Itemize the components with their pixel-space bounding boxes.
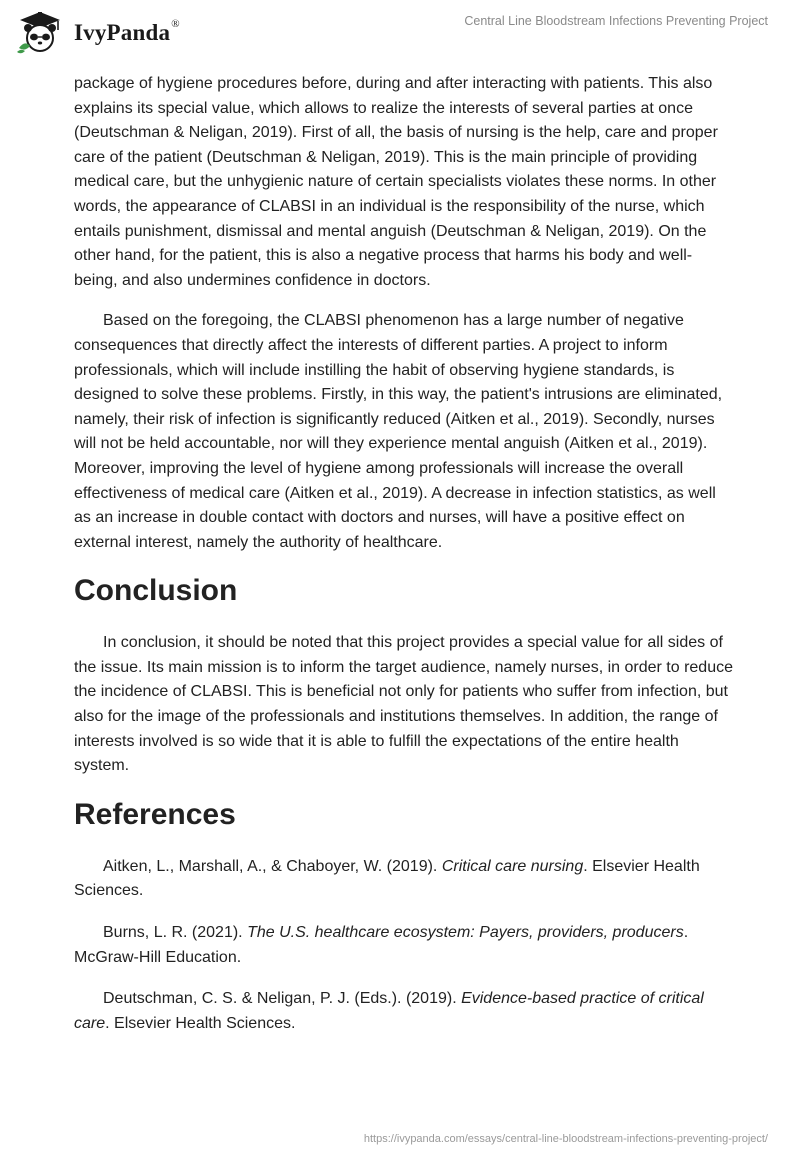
brand-name[interactable]: IvyPanda® <box>74 18 180 45</box>
essay-content <box>74 72 734 1053</box>
footer-source-url[interactable]: https://ivypanda.com/essays/central-line-bloodstream-infections-preventing-project/ <box>363 1133 768 1145</box>
ivypanda-logo-icon[interactable] <box>14 10 66 56</box>
conclusion-heading: Conclusion <box>74 574 238 608</box>
body-paragraph-2: Based on the foregoing, the CLABSI phenomenon has a large number of negative consequences that directly affect the interests of different parties. A project to inform professionals, which will include instilling the habit of observing hygiene standards, is designed to solve these problems. Firstly, in this way, the patient's intrusions are eliminated, namely, their risk of infection is significantly reduced (Aitken et al., 2019). Secondly, nurses will not be held accountable, nor will they experience mental anguish (Aitken et al., 2019). Moreover, improving the level of hygiene among professionals will increase the overall effectiveness of medical care (Aitken et al., 2019). A decrease in infection statistics, as well as an increase in double contact with doctors and nurses, will have a positive effect on external interest, namely the authority of healthcare. <box>74 312 723 551</box>
reference-item: Aitken, L., Marshall, A., & Chaboyer, W. (2019). Critical care nursing. Elsevier Health Sciences. <box>74 857 700 900</box>
reference-item: Burns, L. R. (2021). The U.S. healthcare ecosystem: Payers, providers, producers. McGraw-Hill Education. <box>74 924 689 966</box>
document-title: Central Line Bloodstream Infections Preventing Project <box>464 14 768 28</box>
page-header <box>0 0 800 70</box>
reference-item: Deutschman, C. S. & Neligan, P. J. (Eds.). (2019). Evidence-based practice of critical care. Elsevier Health Sciences. <box>74 990 704 1032</box>
body-paragraph-1: package of hygiene procedures before, during and after interacting with patients. This also explains its special value, which allows to realize the interests of several parties at once (Deutschman & Neligan, 2019). First of all, the basis of nursing is the help, care and proper care of the patient (Deutschman & Neligan, 2019). This is the main principle of providing medical care, but the unhygienic nature of certain specialists violates these norms. In other words, the appearance of CLABSI in an individual is the responsibility of the nurse, which entails punishment, dismissal and mental anguish (Deutschman & Neligan, 2019). On the other hand, for the patient, this is also a negative process that harms his body and well-being, and also undermines confidence in doctors. <box>74 75 718 289</box>
conclusion-paragraph: In conclusion, it should be noted that this project provides a special value for all sides of the issue. Its main mission is to inform the target audience, namely nurses, in order to reduce the incidence of CLABSI. This is beneficial not only for patients who suffer from infection, but also for the image of the professionals and institutions themselves. In addition, the range of interests involved is so wide that it is able to fulfill the expectations of the entire health system. <box>74 634 733 775</box>
references-heading: References <box>74 797 236 831</box>
